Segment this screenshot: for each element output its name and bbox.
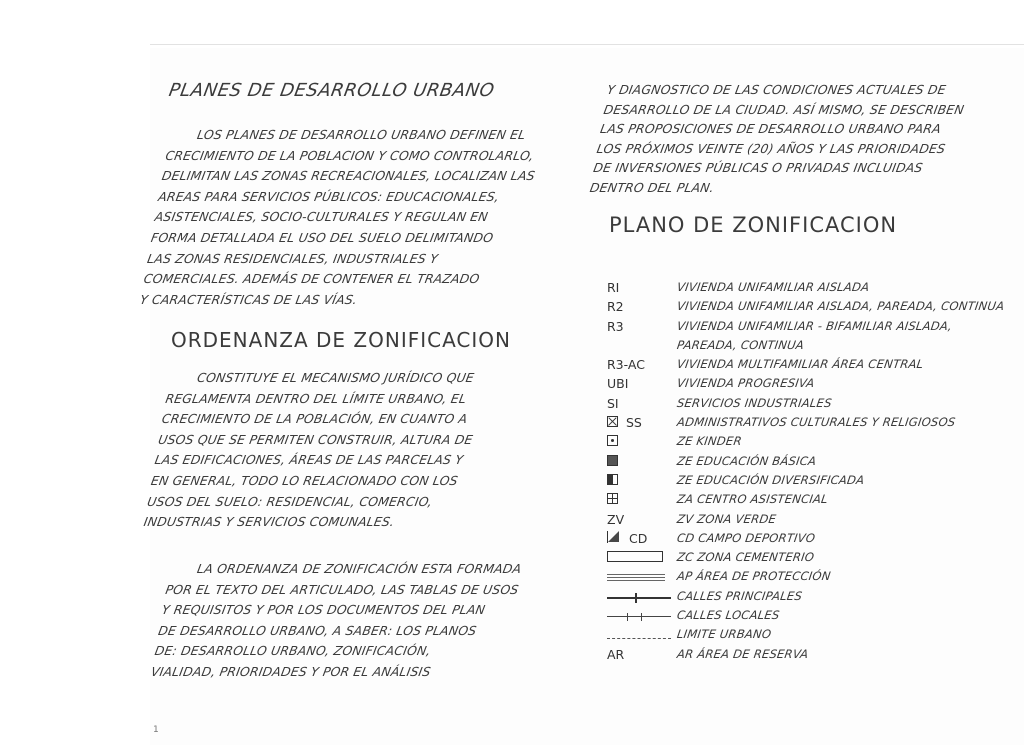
text-line: DE DESARROLLO URBANO, A SABER: LOS PLANOS	[157, 622, 478, 638]
zoning-legend	[603, 279, 1013, 665]
legend-description: ADMINISTRATIVOS CULTURALES Y RELIGIOSOS	[676, 415, 957, 430]
legend-row	[603, 318, 1013, 337]
paragraph-diagnostico	[588, 80, 1009, 197]
text-line: DESARROLLO DE LA CIUDAD. ASÍ MISMO, SE DESCRIBEN	[602, 101, 966, 117]
legend-code-text: RI	[607, 280, 620, 295]
legend-description: ZE KINDER	[676, 434, 743, 449]
legend-code-text: SS	[626, 415, 642, 431]
legend-row	[603, 607, 1013, 626]
text-line: DE INVERSIONES PÚBLICAS O PRIVADAS INCLUIDAS	[592, 160, 924, 175]
box-x-icon	[607, 415, 618, 430]
text-line: Y DIAGNOSTICO DE LAS CONDICIONES ACTUALES DE	[606, 82, 948, 97]
legend-row	[603, 646, 1013, 665]
main-road-icon	[607, 589, 671, 604]
paragraph-ordenanza-formada	[149, 559, 591, 683]
legend-code-text: R3	[607, 318, 624, 334]
legend-code	[607, 627, 671, 642]
legend-code	[607, 434, 618, 449]
paragraph-ordenanza	[142, 368, 591, 533]
text-line: CONSTITUYE EL MECANISMO JURÍDICO QUE	[196, 370, 476, 386]
legend-description: SERVICIOS INDUSTRIALES	[676, 395, 833, 410]
legend-code	[607, 415, 642, 430]
legend-code	[607, 569, 665, 584]
text-line: FORMA DETALLADA EL USO DEL SUELO DELIMITANDO	[149, 229, 495, 245]
box-half-icon	[607, 473, 618, 488]
legend-code	[607, 473, 618, 488]
text-line: USOS DEL SUELO: RESIDENCIAL, COMERCIO,	[146, 493, 434, 509]
legend-code	[607, 454, 618, 469]
text-line: USOS QUE SE PERMITEN CONSTRUIR, ALTURA DE	[157, 432, 475, 448]
legend-code-text: ZV	[607, 511, 625, 527]
local-road-icon	[607, 608, 671, 623]
legend-row	[603, 414, 1013, 433]
legend-code	[607, 357, 645, 372]
heading-plano-zonificacion: PLANO DE ZONIFICACION	[609, 213, 898, 237]
legend-description: ZE EDUCACIÓN DIVERSIFICADA	[676, 472, 866, 487]
text-line: EN GENERAL, TODO LO RELACIONADO CON LOS	[149, 473, 460, 489]
legend-description: AR ÁREA DE RESERVA	[676, 646, 810, 661]
right-column	[588, 80, 1009, 237]
legend-description: PAREADA, CONTINUA	[676, 337, 805, 352]
box-dot-icon	[607, 434, 618, 449]
dashed-line-icon	[607, 627, 671, 642]
box-grid-icon	[607, 492, 618, 507]
legend-row	[603, 433, 1013, 452]
heading-planes-desarrollo: PLANES DE DESARROLLO URBANO	[167, 80, 497, 101]
legend-description: CALLES LOCALES	[676, 608, 781, 623]
legend-code	[607, 550, 663, 565]
legend-row	[603, 375, 1013, 394]
legend-description: VIVIENDA MULTIFAMILIAR ÁREA CENTRAL	[676, 357, 925, 372]
paragraph-planes	[138, 125, 591, 310]
legend-description: CD CAMPO DEPORTIVO	[676, 530, 817, 545]
legend-row	[603, 491, 1013, 510]
legend-code-text: AR	[607, 646, 625, 662]
legend-row	[603, 626, 1013, 645]
sheet-top-edge	[150, 44, 1024, 45]
text-line: DE: DESARROLLO URBANO, ZONIFICACIÓN,	[153, 643, 432, 659]
legend-description: VIVIENDA PROGRESIVA	[676, 376, 816, 391]
legend-row	[603, 472, 1013, 491]
legend-code	[607, 319, 624, 334]
legend-row	[603, 588, 1013, 607]
flag-icon	[607, 531, 621, 546]
legend-code-text: SI	[607, 395, 619, 411]
text-line: REGLAMENTA DENTRO DEL LÍMITE URBANO, EL	[164, 390, 468, 406]
legend-row	[603, 298, 1013, 317]
legend-row	[603, 337, 1013, 356]
legend-code	[607, 280, 619, 295]
left-column	[138, 80, 591, 683]
text-line: DELIMITAN LAS ZONAS RECREACIONALES, LOCALIZAN LAS	[160, 168, 537, 184]
legend-description: VIVIENDA UNIFAMILIAR AISLADA, PAREADA, CONTINUA	[676, 299, 1006, 314]
legend-row	[603, 568, 1013, 587]
legend-code	[607, 299, 624, 314]
legend-description: AP ÁREA DE PROTECCIÓN	[676, 569, 832, 584]
legend-code-text: R3-AC	[607, 357, 645, 373]
legend-code	[607, 396, 619, 411]
legend-code-text: UBI	[607, 376, 629, 392]
legend-description: VIVIENDA UNIFAMILIAR - BIFAMILIAR AISLADA,	[676, 318, 954, 333]
text-line: ASISTENCIALES, SOCIO-CULTURALES Y REGULAN EN	[153, 209, 490, 225]
text-line: Y CARACTERÍSTICAS DE LAS VÍAS.	[138, 291, 359, 307]
legend-code	[607, 589, 671, 604]
text-line: DENTRO DEL PLAN.	[588, 179, 716, 195]
text-line: LAS EDIFICACIONES, ÁREAS DE LAS PARCELAS Y	[153, 452, 465, 468]
text-line: LAS ZONAS RESIDENCIALES, INDUSTRIALES Y	[146, 250, 440, 266]
legend-code	[607, 492, 618, 507]
text-line: Y REQUISITOS Y POR LOS DOCUMENTOS DEL PLAN	[160, 602, 487, 618]
legend-row	[603, 395, 1013, 414]
text-line: COMERCIALES. ADEMÁS DE CONTENER EL TRAZADO	[142, 271, 481, 287]
legend-description: CALLES PRINCIPALES	[676, 588, 804, 603]
hatch-icon	[607, 569, 665, 584]
legend-row	[603, 530, 1013, 549]
legend-code	[607, 608, 671, 623]
text-line: LAS PROPOSICIONES DE DESARROLLO URBANO PARA	[599, 121, 943, 136]
legend-description: ZA CENTRO ASISTENCIAL	[676, 492, 829, 507]
legend-row	[603, 279, 1013, 298]
cemetery-rect-icon	[607, 550, 663, 565]
legend-code	[607, 376, 628, 391]
legend-code	[607, 512, 624, 527]
box-dark-icon	[607, 454, 618, 469]
legend-row	[603, 549, 1013, 568]
legend-row	[603, 453, 1013, 472]
text-line: INDUSTRIAS Y SERVICIOS COMUNALES.	[142, 514, 396, 530]
legend-description: VIVIENDA UNIFAMILIAR AISLADA	[676, 280, 871, 294]
legend-description: ZC ZONA CEMENTERIO	[676, 550, 816, 565]
text-line: VIALIDAD, PRIORIDADES Y POR EL ANÁLISIS	[149, 664, 432, 680]
legend-description: ZV ZONA VERDE	[676, 511, 778, 526]
legend-code	[607, 647, 624, 662]
text-line: LOS PRÓXIMOS VEINTE (20) AÑOS Y LAS PRIORIDADES	[595, 140, 947, 156]
legend-row	[603, 356, 1013, 375]
legend-code-text: CD	[629, 530, 648, 546]
legend-description: ZE EDUCACIÓN BÁSICA	[676, 453, 818, 468]
page-number: 1	[153, 725, 159, 735]
text-line: LOS PLANES DE DESARROLLO URBANO DEFINEN EL	[196, 127, 527, 142]
text-line: LA ORDENANZA DE ZONIFICACIÓN ESTA FORMADA	[196, 561, 523, 577]
legend-description: LIMITE URBANO	[676, 627, 773, 642]
text-line: CRECIMIENTO DE LA POBLACION Y COMO CONTROLARLO,	[164, 147, 536, 163]
text-line: POR EL TEXTO DEL ARTICULADO, LAS TABLAS DE USOS	[164, 581, 520, 597]
legend-code-text: R2	[607, 299, 624, 315]
text-line: CRECIMIENTO DE LA POBLACIÓN, EN CUANTO A	[160, 411, 469, 427]
text-line: AREAS PARA SERVICIOS PÚBLICOS: EDUCACIONALES,	[157, 188, 501, 204]
legend-code	[607, 531, 647, 546]
heading-ordenanza: ORDENANZA DE ZONIFICACION	[171, 328, 511, 353]
legend-row	[603, 511, 1013, 530]
